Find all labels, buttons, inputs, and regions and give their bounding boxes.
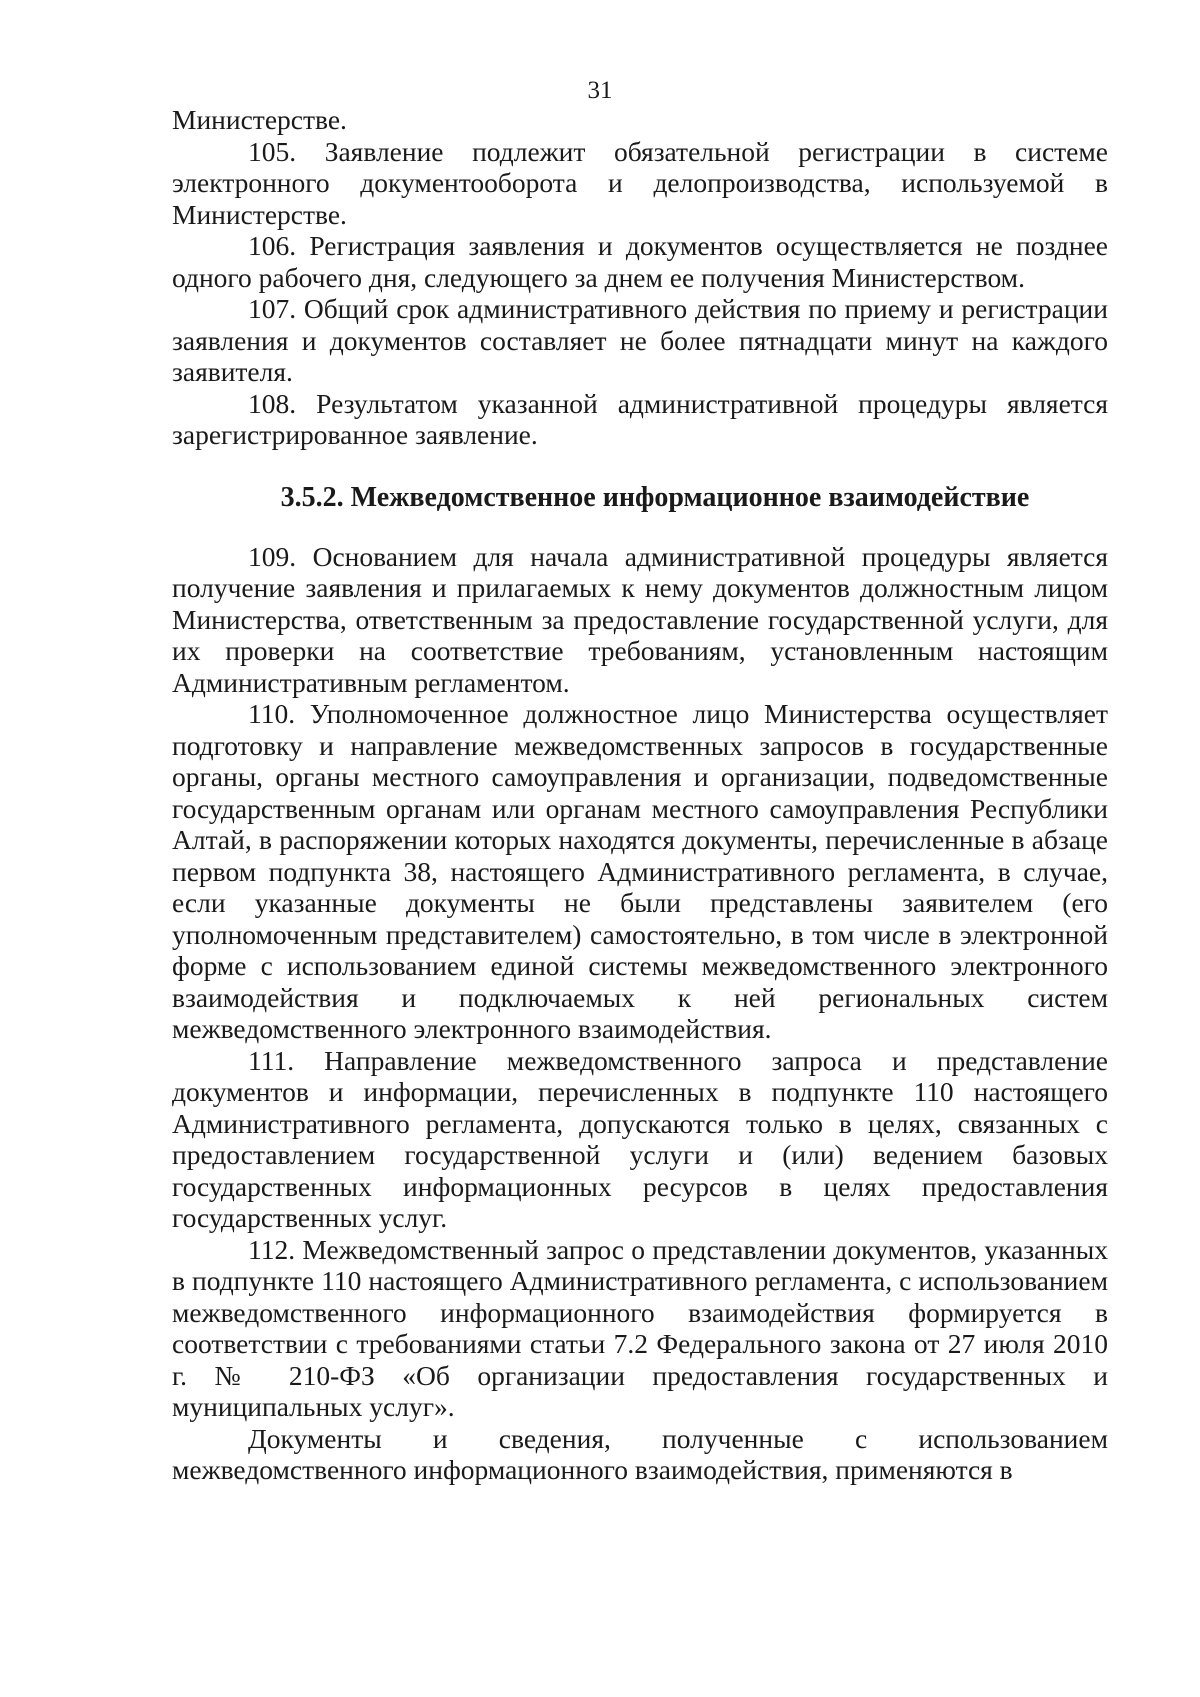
paragraph-documents: Документы и сведения, полученные с использованием межведомственного информационного взаимодействия, применяются в [172,1422,1108,1485]
paragraph-108: 108. Результатом указанной административной процедуры является зарегистрированное заявление. [172,387,1108,450]
paragraph-109: 109. Основанием для начала административной процедуры является получение заявления и прилагаемых к нему документов должностным лицом Министерства, ответственным за предоставление государственной услуги, для их проверки на соответствие требованиям, установленным настоящим Административным регламентом. [172,540,1108,698]
page-number: 31 [587,77,613,104]
paragraph-110: 110. Уполномоченное должностное лицо Министерства осуществляет подготовку и направление межведомственных запросов в государственные органы, органы местного самоуправления и организации, подведомственные государственным органам или органам местного самоуправления Республики Алтай, в распоряжении которых находятся документы, перечисленные в абзаце первом подпункта 38, настоящего Административного регламента, в случае, если указанные документы не были представлены заявителем (его уполномоченным представителем) самостоятельно, в том числе в электронной форме с использованием единой системы межведомственного электронного взаимодействия и подключаемых к ней региональных систем межведомственного электронного взаимодействия. [172,698,1108,1044]
document-body [172,104,1108,1486]
paragraph-continuation: Министерстве. [172,104,347,135]
section-heading: 3.5.2. Межведомственное информационное взаимодействие [280,481,1030,513]
paragraph-106: 106. Регистрация заявления и документов осуществляется не позднее одного рабочего дня, следующего за днем ее получения Министерством. [172,230,1108,293]
paragraph-107: 107. Общий срок административного действия по приему и регистрации заявления и документов составляет не более пятнадцати минут на каждого заявителя. [172,293,1108,387]
paragraph-112: 112. Межведомственный запрос о представлении документов, указанных в подпункте 110 настоящего Административного регламента, с использованием межведомственного информационного взаимодействия формируется в соответствии с требованиями статьи 7.2 Федерального закона от 27 июля 2010 г. № 210-ФЗ «Об организации предоставления государственных и муниципальных услуг». [172,1233,1108,1422]
paragraph-111: 111. Направление межведомственного запроса и представление документов и информации, перечисленных в подпункте 110 настоящего Административного регламента, допускаются только в целях, связанных с предоставлением государственной услуги и (или) ведением базовых государственных информационных ресурсов в целях предоставления государственных услуг. [172,1044,1108,1233]
paragraph-105: 105. Заявление подлежит обязательной регистрации в системе электронного документооборота и делопроизводства, используемой в Министерстве. [172,135,1108,230]
